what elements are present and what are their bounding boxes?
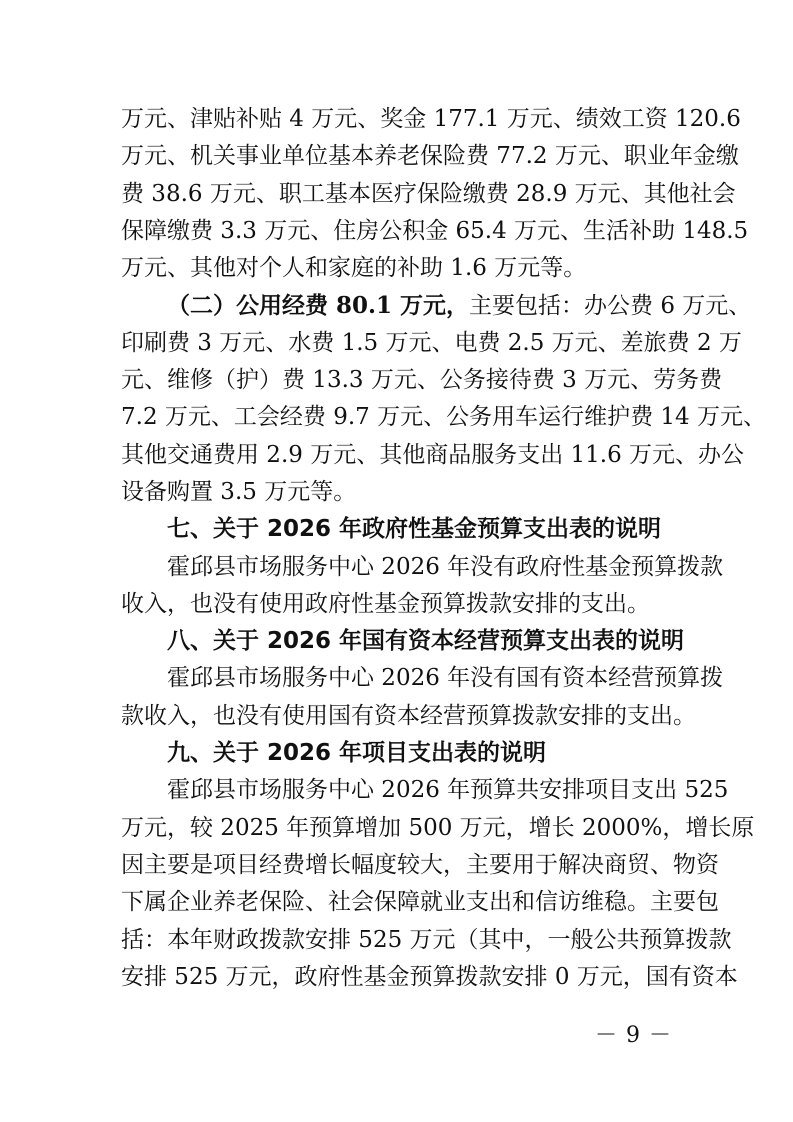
paragraph-line: 保障缴费 3.3 万元、住房公积金 65.4 万元、生活补助 148.5: [121, 217, 749, 244]
paragraph-line: 括：本年财政拨款安排 525 万元（其中，一般公共预算拨款: [121, 926, 732, 953]
paragraph-line: 霍邱县市场服务中心 2026 年预算共安排项目支出 525: [167, 777, 729, 804]
paragraph-line: 万元、津贴补贴 4 万元、奖金 177.1 万元、绩效工资 120.6: [121, 106, 741, 132]
paragraph-line: 万元、机关事业单位基本养老保险费 77.2 万元、职业年金缴: [121, 143, 739, 170]
paragraph-line: 7.2 万元、工会经费 9.7 万元、公务用车运行维护费 14 万元、: [121, 404, 766, 431]
paragraph-line: 霍邱县市场服务中心 2026 年没有政府性基金预算拨款: [167, 553, 724, 580]
paragraph-line: 安排 525 万元，政府性基金预算拨款安排 0 万元，国有资本: [121, 963, 738, 990]
paragraph-lead-text: 主要包括：办公费 6 万元、: [469, 293, 752, 320]
section-heading: 八、关于 2026 年国有资本经营预算支出表的说明: [167, 628, 685, 655]
paragraph-line: 其他交通费用 2.9 万元、其他商品服务支出 11.6 万元、办公: [121, 441, 745, 468]
paragraph-line: 印刷费 3 万元、水费 1.5 万元、电费 2.5 万元、差旅费 2 万: [121, 329, 742, 356]
paragraph-line: 元、维修（护）费 13.3 万元、公务接待费 3 万元、劳务费: [121, 367, 723, 394]
paragraph-line: 因主要是项目经费增长幅度较大，主要用于解决商贸、物资: [121, 851, 719, 878]
section-heading: 九、关于 2026 年项目支出表的说明: [167, 740, 547, 767]
paragraph-line: 款收入，也没有使用国有资本经营预算拨款安排的支出。: [121, 702, 696, 729]
section-heading: 七、关于 2026 年政府性基金预算支出表的说明: [167, 516, 662, 543]
paragraph-line: 霍邱县市场服务中心 2026 年没有国有资本经营预算拨: [167, 665, 724, 692]
paragraph-line: 收入，也没有使用政府性基金预算拨款安排的支出。: [121, 590, 650, 617]
paragraph-lead-bold: （二）公用经费 80.1 万元，: [167, 292, 470, 320]
paragraph-line: 下属企业养老保险、社会保障就业支出和信访维稳。主要包: [121, 889, 719, 916]
paragraph-line: 万元、其他对个人和家庭的补助 1.6 万元等。: [121, 255, 587, 282]
page-number: － 9 －: [595, 1023, 672, 1048]
paragraph-line: 万元，较 2025 年预算增加 500 万元，增长 2000%，增长原: [121, 814, 755, 841]
paragraph-line: 费 38.6 万元、职工基本医疗保险缴费 28.9 万元、其他社会: [121, 180, 736, 207]
paragraph-line: 设备购置 3.5 万元等。: [121, 478, 357, 505]
paragraph-line: [121, 287, 752, 324]
document-body: [121, 101, 766, 996]
